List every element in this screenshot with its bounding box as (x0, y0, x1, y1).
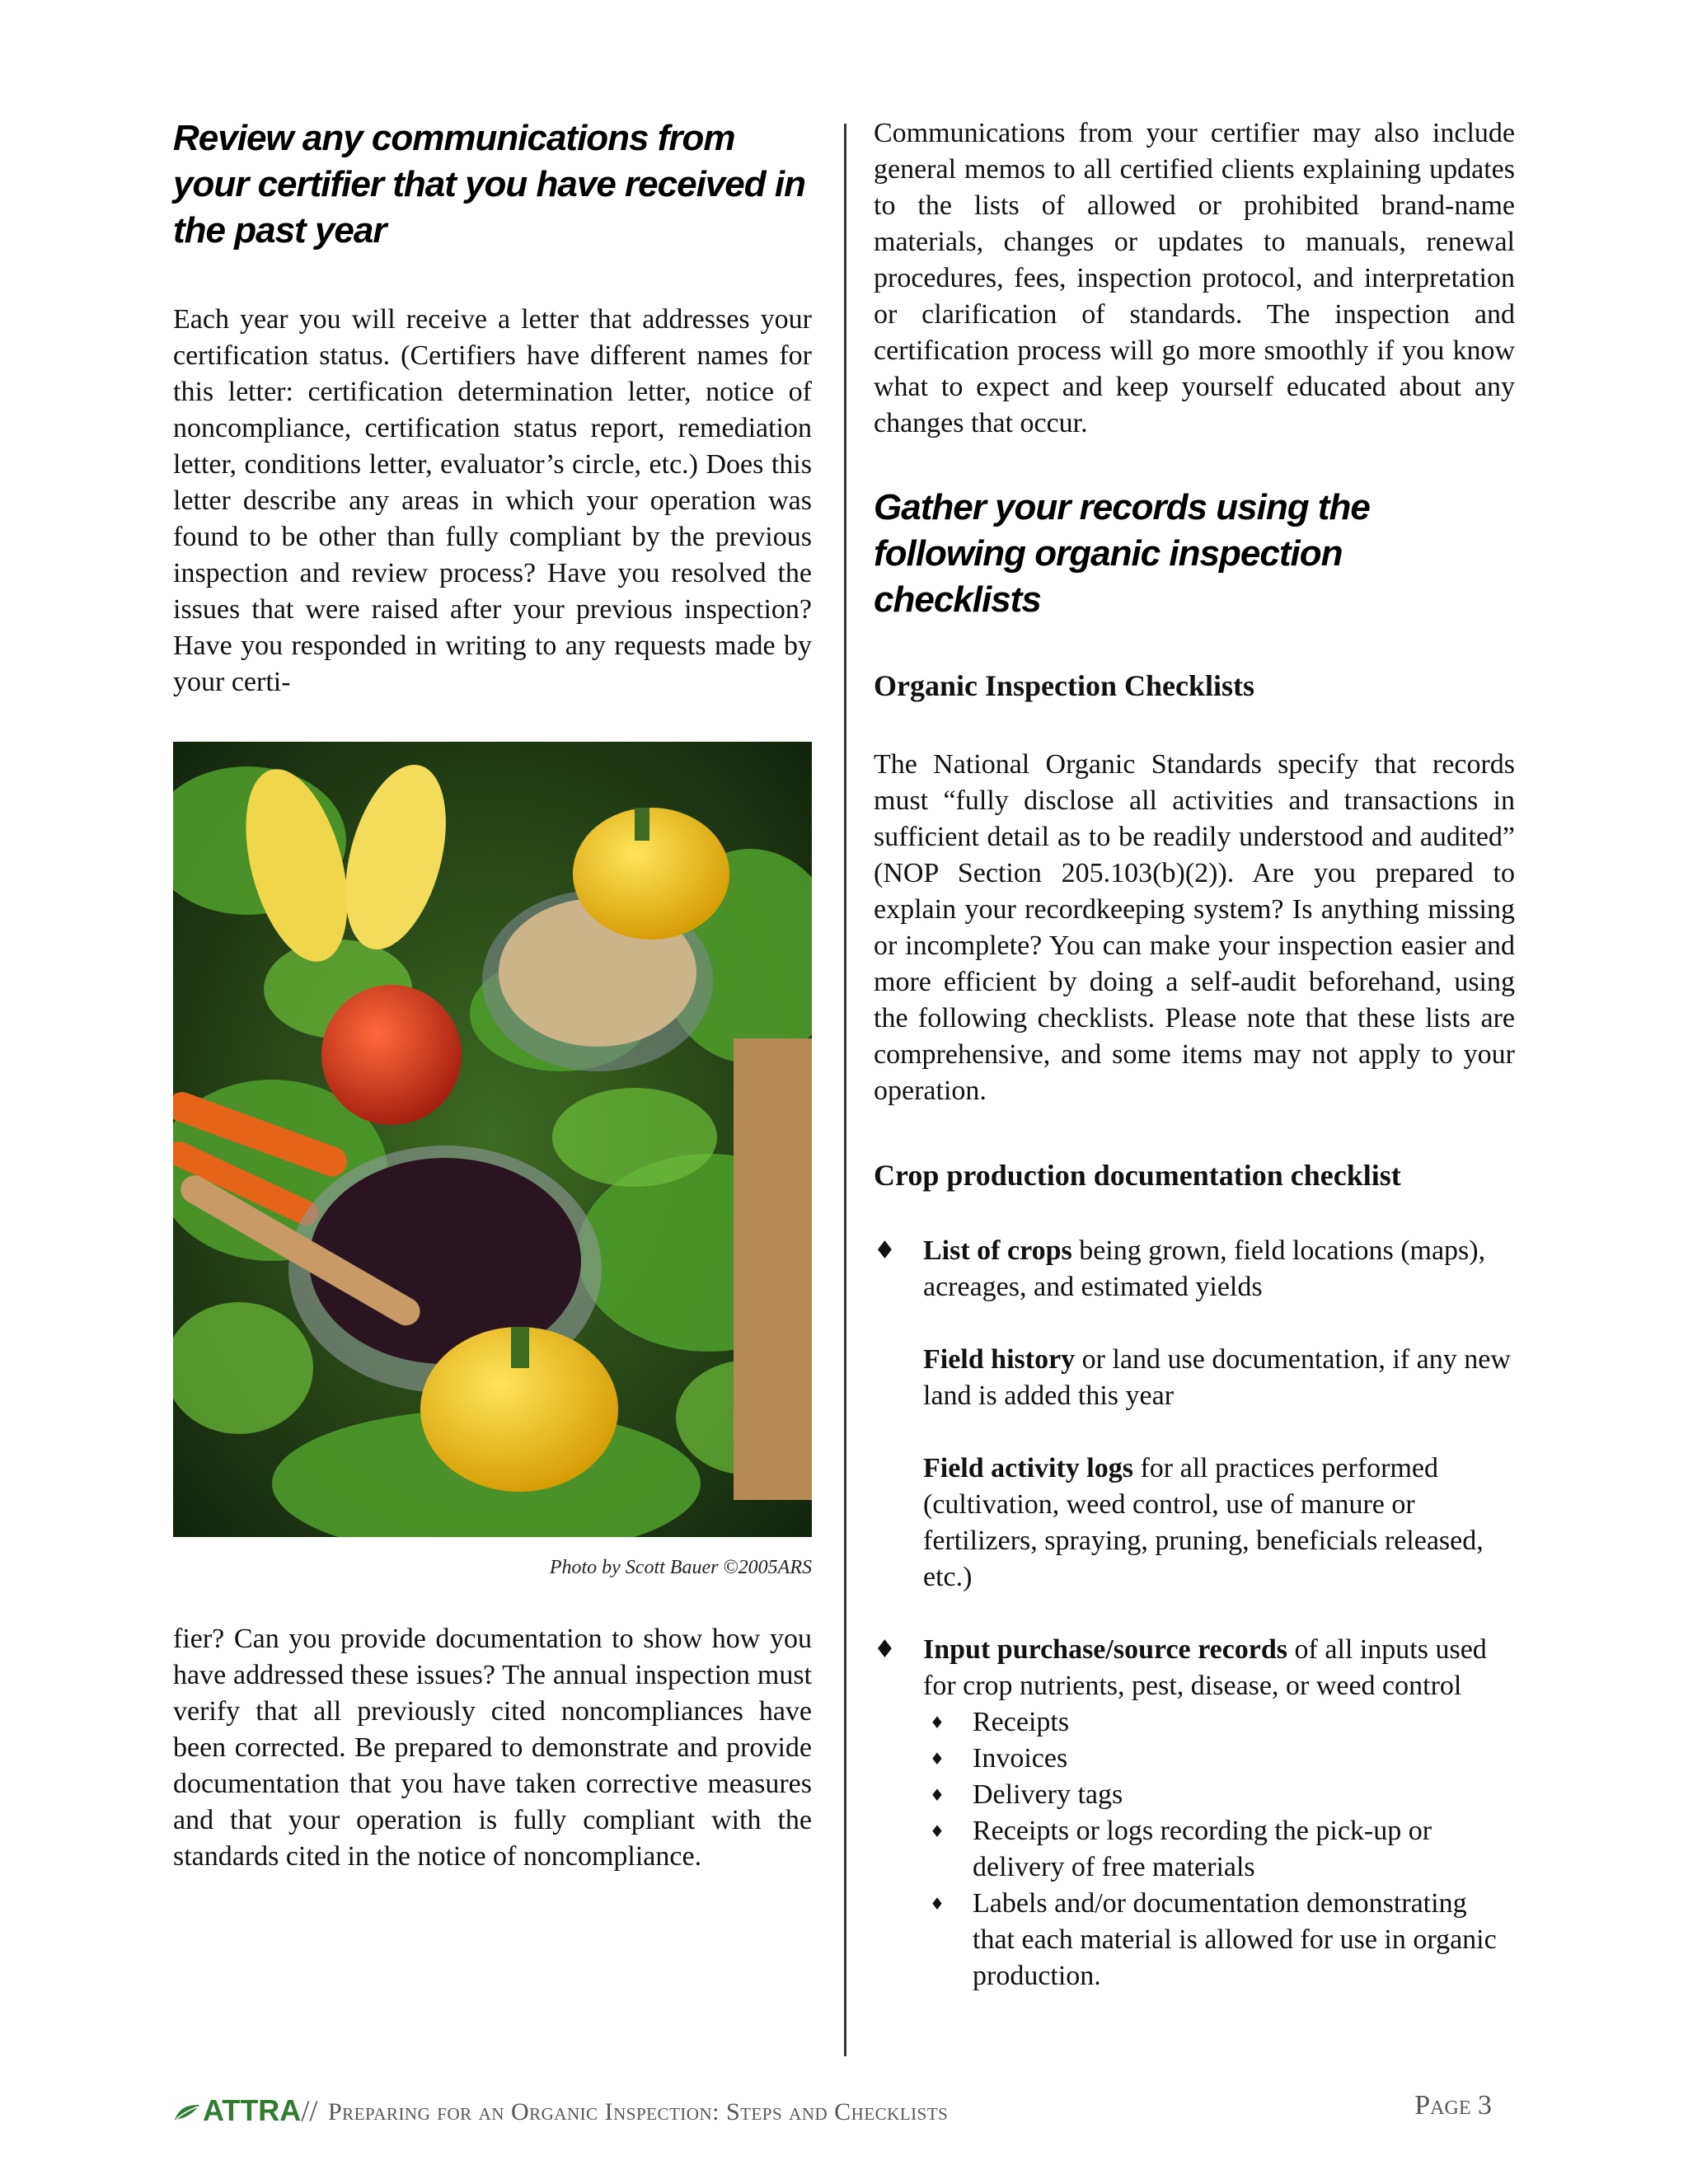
list-item: Field history or land use documentation, if any new land is added this year (923, 1344, 1511, 1411)
list-item: Field activity logs for all practices performed (cultivation, weed control, use of manure or fertilizers, spraying, pruning, beneficials released, etc.) (923, 1453, 1484, 1592)
paragraph-certification-letter: Each year you will receive a letter that addresses your certification status. (Certifiers have different names for this letter: certification determination letter, notice of noncompliance, certification status report, remediation letter, conditions letter, evaluator’s circle, etc.) Does this letter describe any areas in which your operation was found to be other than fully compliant by the previous inspection and review process? Have you resolved the issues that were raised after your previous inspection? Have you responded in writing to any requests made by your certi- (173, 304, 812, 697)
list-item: Input purchase/source records of all inputs used for crop nutrients, pest, disease, or weed control (923, 1634, 1487, 1701)
page-footer (173, 2090, 1525, 2135)
paragraph-documentation: fier? Can you provide documentation to show how you have addressed these issues? The annual inspection must verify that all previously cited noncompliances have been corrected. Be prepared to demonstrate and provide documentation that you have taken corrective measures and that your operation is fully compliant with the standards cited in the notice of noncompliance. (173, 1624, 812, 1872)
small-diamond-bullet-icon: ♦ (930, 1785, 945, 1805)
list-item: List of crops being grown, field locations (maps), acreages, and estimated yields (923, 1235, 1486, 1302)
small-diamond-bullet-icon: ♦ (930, 1749, 945, 1769)
paragraph-national-standards: The National Organic Standards specify that records must “fully disclose all activities and transactions in sufficient detail as to be readily understood and audited” (NOP Section 205.103(b)(2)). Are you prepared to explain your recordkeeping system? Is anything missing or incomplete? You can make your inspection easier and more efficient by doing a self-audit beforehand, using the following checklists. Please note that these lists are comprehensive, and some items may not apply to your operation. (874, 749, 1515, 1106)
small-diamond-bullet-icon: ♦ (930, 1821, 945, 1841)
subheading-organic-checklists: Organic Inspection Checklists (874, 669, 1255, 702)
left-column (173, 115, 812, 1875)
small-diamond-bullet-icon: ♦ (930, 1713, 945, 1732)
sublist-item: ♦ Labels and/or documentation demonstrating that each material is allowed for use in organic production. (923, 1886, 1515, 1994)
input-records-sublist (923, 1704, 1515, 1994)
right-column (874, 115, 1515, 1994)
checklist-item-crops (874, 1233, 1515, 1596)
sublist-item: ♦ Receipts or logs recording the pick-up or delivery of free materials (923, 1813, 1515, 1886)
sublist-item: ♦ Invoices (923, 1741, 1515, 1777)
page-number: Page 3 (1414, 2090, 1492, 2121)
small-diamond-bullet-icon: ♦ (930, 1894, 945, 1914)
checklist-item-inputs (874, 1632, 1515, 1994)
column-divider (844, 124, 846, 2056)
diamond-bullet-icon: ♦ (874, 1635, 896, 1664)
paragraph-communications: Communications from your certifier may also include general memos to all certified clients explaining updates to the lists of allowed or prohibited brand-name materials, changes or updates to manuals, renewal procedures, fees, inspection protocol, and interpretation or clarification of standards. The inspection and certification process will go more smoothly if you know what to expect and keep yourself educated about any changes that occur. (874, 118, 1515, 438)
subheading-crop-checklist: Crop production documentation checklist (874, 1159, 1401, 1192)
attra-logo: ATTRA// (173, 2093, 317, 2128)
section-heading-review: Review any communications from your certifier that you have received in the past year (173, 118, 805, 251)
vegetables-photo (173, 742, 812, 1537)
footer-separator: // (301, 2094, 318, 2127)
diamond-bullet-icon: ♦ (874, 1236, 896, 1265)
sublist-item: ♦ Receipts (923, 1704, 1515, 1741)
leaf-icon (173, 2103, 201, 2121)
sublist-item: ♦ Delivery tags (923, 1777, 1515, 1813)
photo-caption: Photo by Scott Bauer ©2005ARS (549, 1557, 812, 1578)
section-heading-gather: Gather your records using the following organic inspection checklists (874, 487, 1370, 620)
publication-title: Preparing for an Organic Inspection: Steps and Checklists (328, 2098, 949, 2125)
